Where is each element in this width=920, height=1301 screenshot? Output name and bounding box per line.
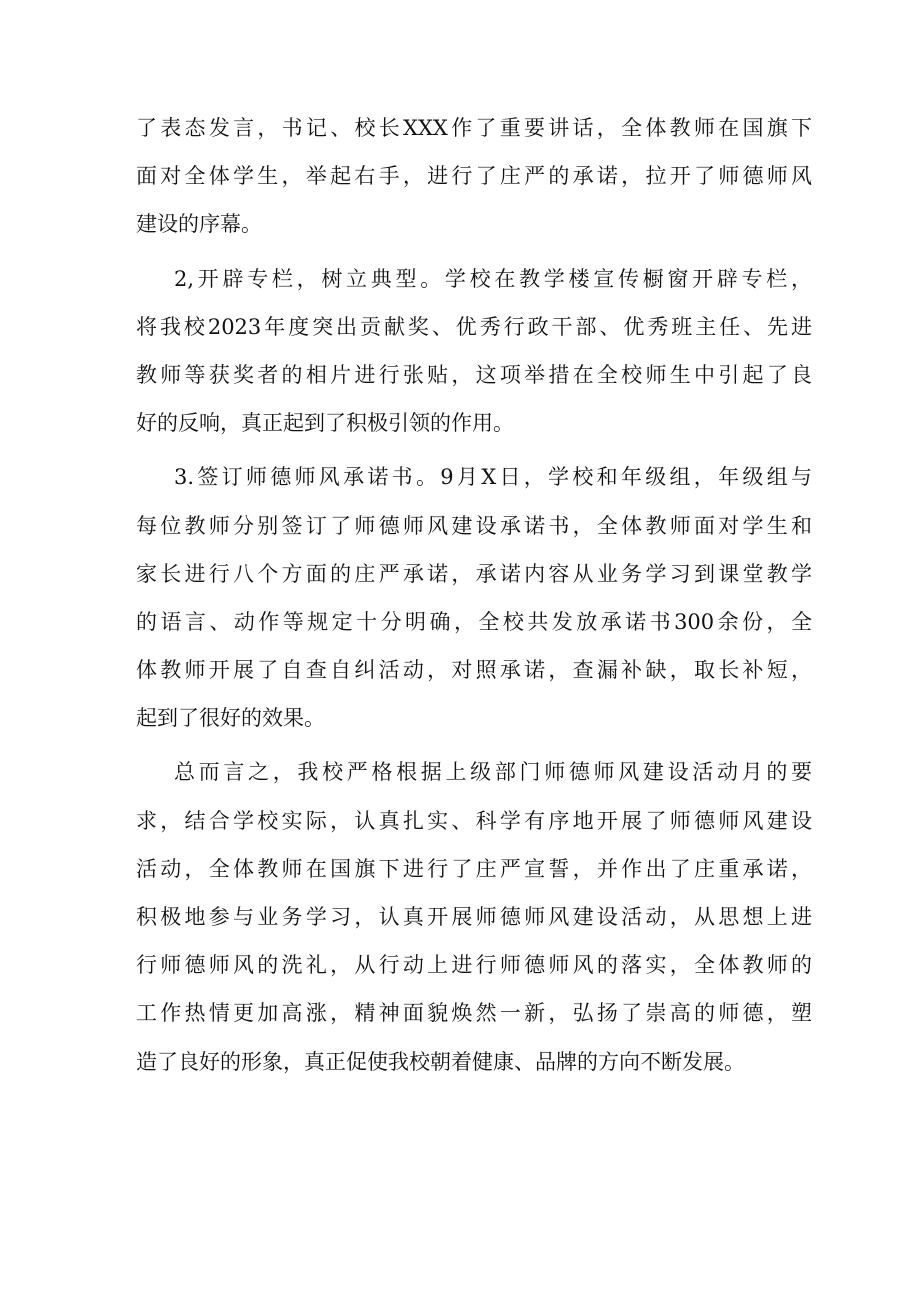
text-line: 活动，全体教师在国旗下进行了庄严宣誓，并作出了庄重承诺， (136, 856, 812, 881)
text-line: 起到了很好的效果。 (136, 706, 325, 731)
text-line: 积极地参与业务学习，认真开展师德师风建设活动，从思想上进 (136, 905, 812, 929)
text-line: 了表态发言，书记、校长XXX作了重要讲话，全体教师在国旗下 (136, 116, 812, 140)
paragraph-summary (136, 748, 812, 1085)
text-line: 建设的序幕。 (136, 212, 262, 237)
paragraph-pledge-letter (136, 453, 812, 742)
document-body (136, 104, 812, 1086)
text-line: 家长进行八个方面的庄严承诺，承诺内容从业务学习到课堂教学 (136, 561, 812, 586)
text-line: 面对全体学生，举起右手，进行了庄严的承诺，拉开了师德师风 (136, 164, 812, 189)
text-line: 求，结合学校实际，认真扎实、科学有序地开展了师德师风建设 (136, 808, 812, 833)
text-line: 教师等获奖者的相片进行张贴，这项举措在全校师生中引起了良 (136, 362, 812, 387)
text-line: 将我校2023年度突出贡献奖、优秀行政干部、优秀班主任、先进 (136, 314, 812, 339)
text-line: 总而言之，我校严格根据上级部门师德师风建设活动月的要 (174, 760, 812, 785)
text-line: 行师德师风的洗礼，从行动上进行师德师风的落实，全体教师的 (136, 953, 812, 978)
text-line: 体教师开展了自查自纠活动，对照承诺，查漏补缺，取长补短， (136, 658, 812, 683)
paragraph-opening-ceremony (136, 104, 812, 249)
text-line: 好的反响，真正起到了积极引领的作用。 (136, 411, 514, 436)
text-line: 3.签订师德师风承诺书。9月X日，学校和年级组，年级组与 (174, 465, 812, 490)
text-line: 工作热情更加高涨，精神面貌焕然一新，弘扬了崇高的师德，塑 (136, 1001, 812, 1026)
text-line: 每位教师分别签订了师德师风建设承诺书，全体教师面对学生和 (136, 513, 812, 538)
text-line: 2,开辟专栏，树立典型。学校在教学楼宣传橱窗开辟专栏， (174, 266, 812, 291)
text-line: 造了良好的形象，真正促使我校朝着健康、品牌的方向不断发展。 (136, 1049, 745, 1074)
paragraph-column-models (136, 255, 812, 448)
text-line: 的语言、动作等规定十分明确，全校共发放承诺书300余份，全 (136, 609, 812, 634)
